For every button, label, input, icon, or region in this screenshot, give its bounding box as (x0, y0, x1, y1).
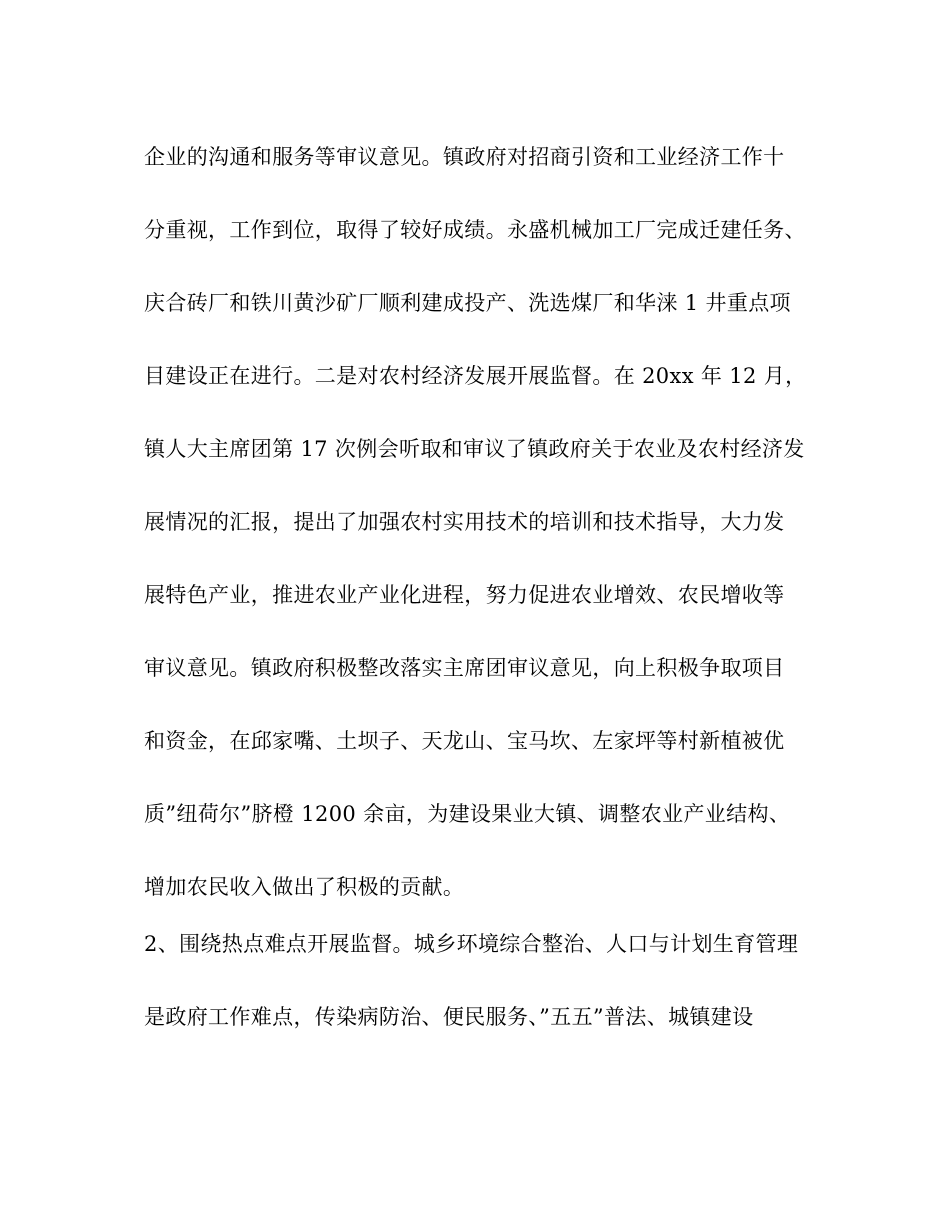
paragraph-line-9: 和资金，在邱家嘴、土坝子、天龙山、宝马坎、左家坪等村新植被优 (144, 729, 785, 753)
paragraph-line-1: 企业的沟通和服务等审议意见。镇政府对招商引资和工业经济工作十 (144, 145, 785, 169)
paragraph-line-12: 2、围绕热点难点开展监督。城乡环境综合整治、人口与计划生育管理 (144, 932, 799, 956)
paragraph-line-10: 质”纽荷尔”脐橙 1200 余亩，为建设果业大镇、调整农业产业结构、 (144, 802, 791, 826)
paragraph-line-7: 展特色产业，推进农业产业化进程，努力促进农业增效、农民增收等 (144, 583, 785, 607)
paragraph-line-3: 庆合砖厂和铁川黄沙矿厂顺利建成投产、洗选煤厂和华涞 1 井重点项 (144, 291, 791, 315)
paragraph-line-5: 镇人大主席团第 17 次例会听取和审议了镇政府关于农业及农村经济发 (144, 437, 805, 461)
paragraph-line-13: 是政府工作难点，传染病防治、便民服务、”五五”普法、城镇建设 (144, 1005, 754, 1029)
paragraph-line-8: 审议意见。镇政府积极整改落实主席团审议意见，向上积极争取项目 (144, 656, 785, 680)
paragraph-line-4: 目建设正在进行。二是对农村经济发展开展监督。在 20xx 年 12 月， (144, 364, 807, 388)
paragraph-line-2: 分重视，工作到位，取得了较好成绩。永盛机械加工厂完成迁建任务、 (144, 218, 806, 242)
paragraph-line-11: 增加农民收入做出了积极的贡献。 (144, 875, 465, 899)
paragraph-line-6: 展情况的汇报，提出了加强农村实用技术的培训和技术指导，大力发 (144, 510, 785, 534)
